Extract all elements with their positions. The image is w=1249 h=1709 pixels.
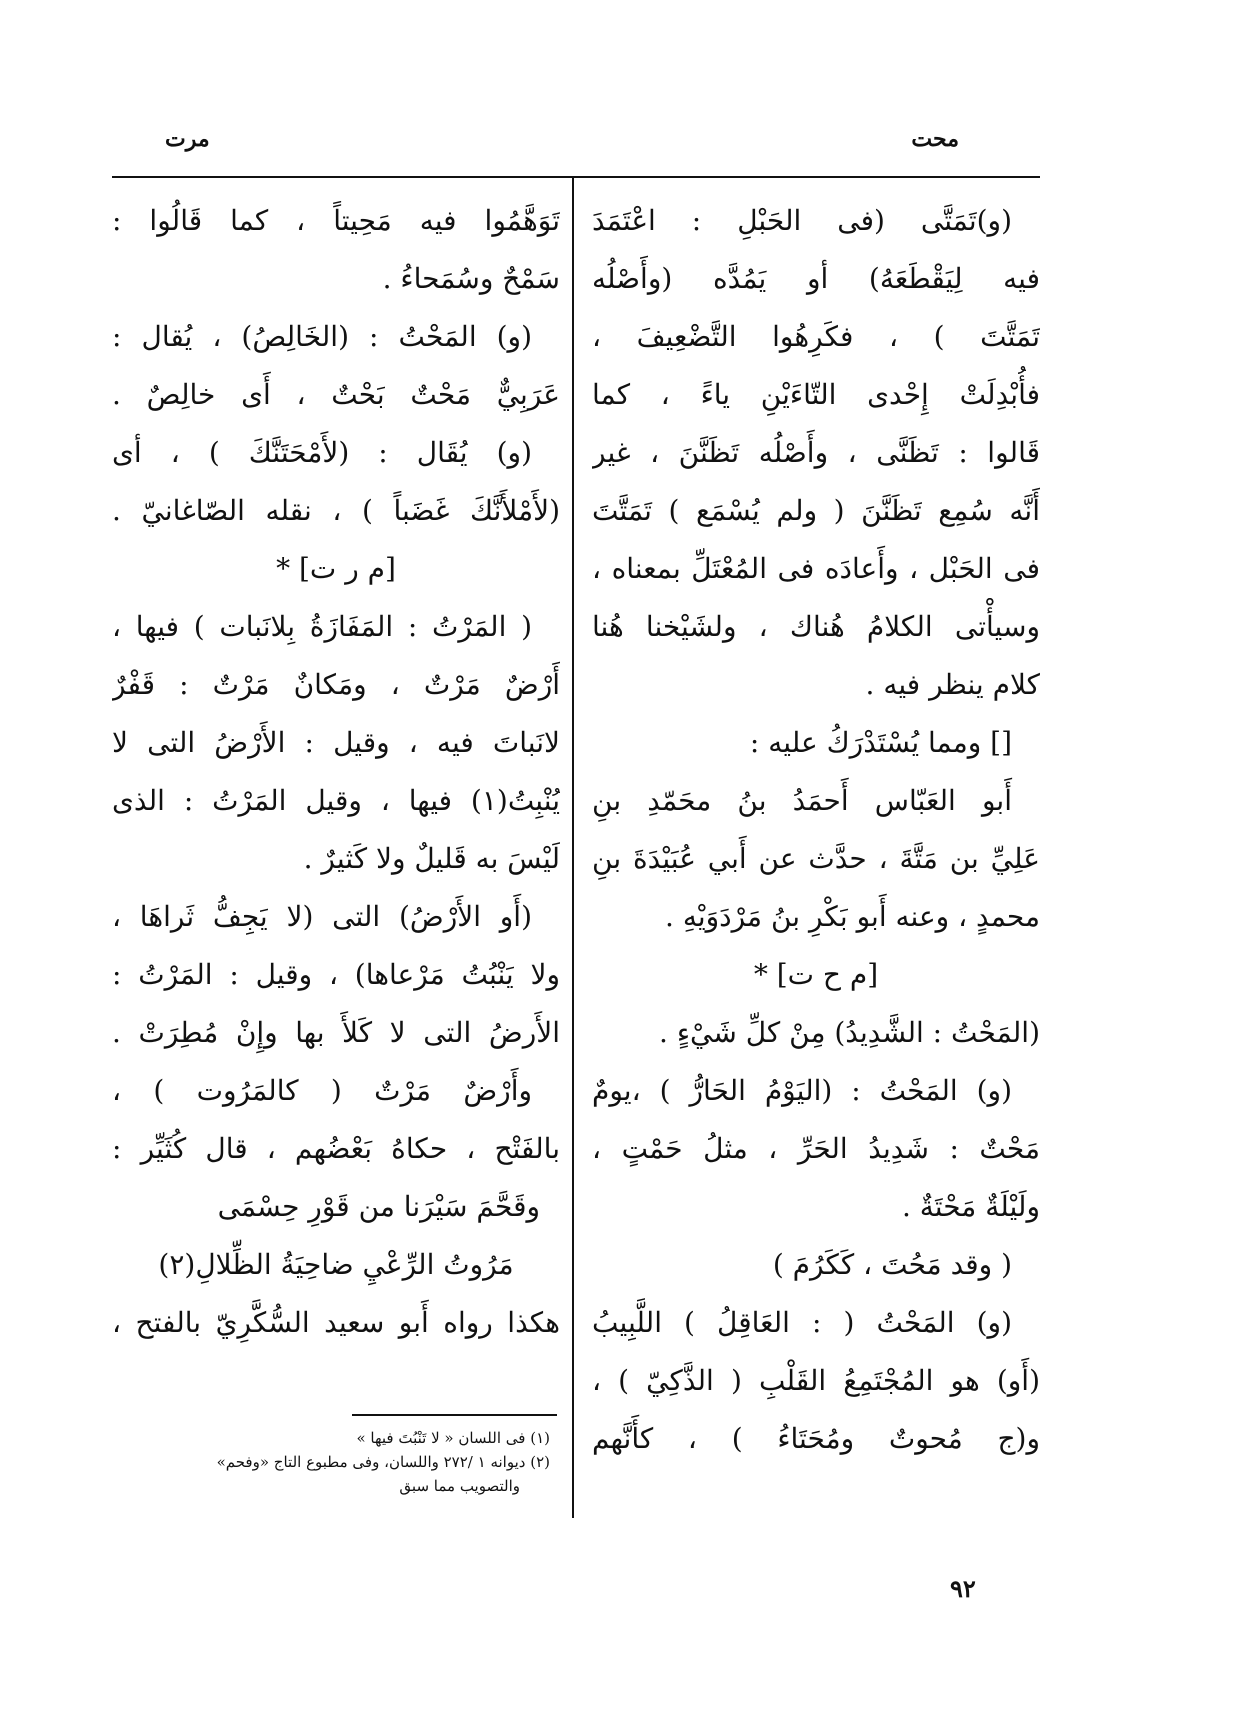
verse-line: وقَحَّمَ سَيْرَنا من قَوْرِ حِسْمَى [217,1190,540,1223]
text-line: (و) المَحْتُ : (الخَالِصُ) ، يُقال : [112,320,532,353]
text-line: مَحْتٌ : شَدِيدُ الحَرِّ ، مثلُ حَمْتٍ ، [592,1132,1040,1165]
left-column [112,192,560,1352]
text-line: تَوَهَّمُوا فيه مَحِيتاً ، كما قَالُوا : [112,204,560,237]
text-line: عَلِيِّ بن مَتَّةَ ، حدَّث عن أَبي عُبَيْدَةَ بنِ [592,842,1040,875]
text-line: أَبو العَبّاس أَحمَدُ بنُ محَمّدِ بنِ [592,784,1012,817]
text-line: (و) المَحْتُ : (اليَوْمُ الحَارُّ ) ،يومٌ [592,1074,1012,1107]
text-line: لَيْسَ به قَليلٌ ولا كَثيرٌ . [303,842,560,875]
text-line: (أَو الأَرْضُ) التى (لا يَجِفُّ ثَراهَا ، [112,900,532,933]
right-column [592,192,1040,1468]
footnote: (٢) ديوانه ١ /٢٧٢ واللسان، وفى مطبوع التاج «وفحم» [216,1453,550,1471]
text-line: (و)تَمَتَّى (فى الحَبْلِ : اعْتَمَدَ [592,204,1012,237]
text-line: سَمْحٌ وسُمَحاءُ . [382,262,560,295]
text-line: و(ج مُحوتٌ ومُحَتَاءُ ) ، كأَنَّهم [592,1422,1040,1455]
text-line: تَمَتَّتَ ) ، فكَرِهُوا التَّضْعِيفَ ، [592,320,1040,353]
text-line: محمدٍ ، وعنه أَبو بَكْرِ بنُ مَرْدَوَيْهِ . [665,900,1040,933]
text-line: (لأَمْلأَنَّكَ غَضَباً ) ، نقله الصّاغانيّ . [112,494,560,527]
text-line: أَنَّه سُمِع تَظَنَّنَ ( ولم يُسْمَع ) تَمَتَّتَ [592,494,1040,527]
text-line: ولَيْلَةٌ مَحْتَةٌ . [901,1190,1040,1223]
column-divider [572,178,574,1518]
text-line: قَالوا : تَظَنَّى ، وأَصْلُه تَظَنَّنَ ، غير [592,436,1040,469]
text-line: (و) يُقَال : (لأَمْحَتَنَّكَ ) ، أى [112,436,532,469]
text-line: ( المَرْتُ : المَفَازَةُ بِلانَبات ) فيها ، [112,610,532,643]
running-head-right: محت [911,126,959,152]
text-line: (المَحْتُ : الشَّدِيدُ) مِنْ كلِّ شَيْءٍ . [659,1016,1040,1049]
text-line: [] ومما يُسْتَدْرَكُ عليه : [749,726,1012,759]
text-line: عَرَبِيٌّ مَحْتٌ بَحْتٌ ، أَى خالِصٌ . [112,378,560,411]
verse-line: مَرُوتُ الرِّعْيِ ضاحِيَةُ الظِّلالِ(٢) [158,1248,514,1281]
text-line: فأُبْدِلَتْ إِحْدى التّاءَيْنِ ياءً ، كما [592,378,1040,411]
text-line: أَرْضٌ مَرْتٌ ، ومَكانٌ مَرْتٌ : قَفْرٌ [112,668,560,701]
text-line: ( وقد مَحُتَ ، كَكَرُمَ ) [772,1248,1012,1281]
text-line: وأَرْضٌ مَرْتٌ ( كالمَرُوت ) ، [112,1074,532,1107]
text-line: يُنْبِتُ(١) فيها ، وقيل المَرْتُ : الذى [112,784,560,817]
header-rule [112,176,1040,178]
footnote: والتصويب مما سبق [399,1477,520,1495]
footnotes [112,1426,560,1498]
text-line: كلام ينظر فيه . [865,668,1040,701]
text-line: لانَباتَ فيه ، وقيل : الأَرْضُ التى لا [112,726,560,759]
text-line: ولا يَنْبُتُ مَرْعاها) ، وقيل : المَرْتُ : [112,958,560,991]
text-line: فى الحَبْل ، وأَعادَه فى المُعْتَلِّ بمعناه ، [592,552,1040,585]
text-line: وسيأْتى الكلامُ هُناك ، ولشَيْخنا هُنا [592,610,1040,643]
text-line: الأَرضُ التى لا كَلأَ بها وإِنْ مُطِرَتْ . [112,1016,560,1049]
text-line: (و) المَحْتُ ( : العَاقِلُ ) اللَّبِيبُ [592,1306,1012,1339]
page-number: ٩٢ [950,1574,976,1603]
text-line: بالفَتْح ، حكاهُ بَعْضُهم ، قال كُثَيِّر : [112,1132,560,1165]
text-line: فيه لِيَقْطَعَهُ) أو يَمُدَّه (وأَصْلُه [592,262,1040,295]
text-line: (أَو) هو المُجْتَمِعُ القَلْبِ ( الذَّكِيّ ) ، [592,1364,1040,1397]
entry-heading: [م ر ت] * [276,552,396,585]
entry-heading: [م ح ت] * [753,958,879,991]
running-head-left: مرت [165,126,210,152]
text-line: هكذا رواه أَبو سعيد السُّكَّرِيّ بالفتح ، [112,1306,560,1339]
footnote-rule [352,1414,557,1416]
footnote: (١) فى اللسان « لا تَنْبُتَ فيها » [356,1429,550,1447]
